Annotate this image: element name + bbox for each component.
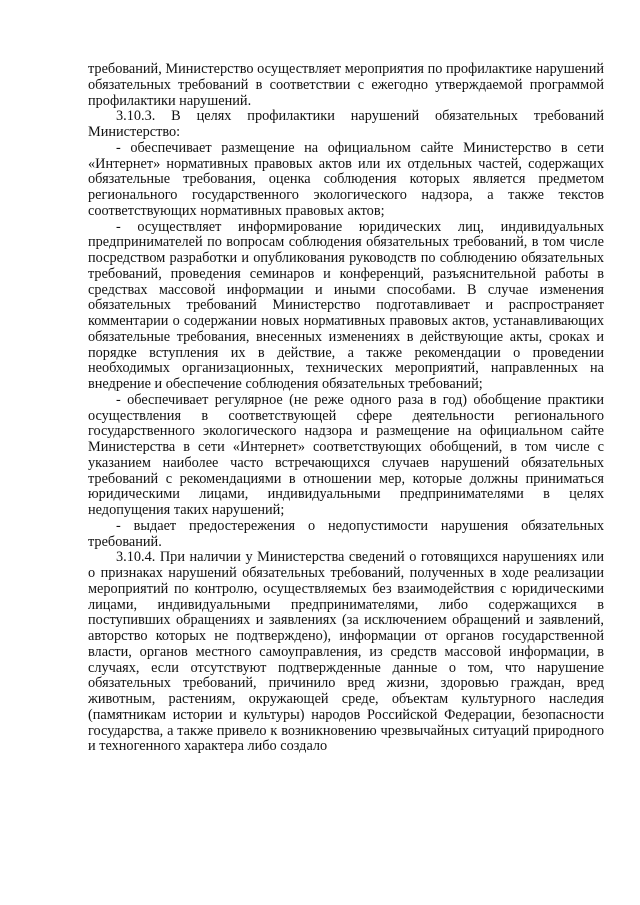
list-item-warnings: - выдает предостережения о недопустимости нарушения обязательных требований. [88,517,604,550]
list-item-informing: - осуществляет информирование юридических лиц, индивидуальных предпринимателей по вопросам соблюдения обязательных требований, в том числе посредством разработки и опубликования руководств по соблюдению обязательных требований, проведения семинаров и конференций, разъяснительной работы в средствах массовой информации и иными способами. В случае изменения обязательных требований Министерство подготавливает и распространяет комментарии о содержании новых нормативных правовых актов, устанавливающих обязательные требования, внесенных изменениях в действующие акты, сроках и порядке вступления их в действие, а также рекомендации о проведении необходимых организационных, технических мероприятий, направленных на внедрение и обеспечение соблюдения обязательных требований; [88,218,604,392]
list-item-generalization: - обеспечивает регулярное (не реже одного раза в год) обобщение практики осуществления в соответствующей сфере деятельности регионального государственного экологического надзора и размещение на официальном сайте Министерства в сети «Интернет» соответствующих обобщений, в том числе с указанием наиболее часто встречающихся случаев нарушений обязательных требований с рекомендациями в отношении мер, которые должны приниматься юридическими лицами, индивидуальными предпринимателями в целях недопущения таких нарушений; [88,391,604,518]
paragraph-continuation: требований, Министерство осуществляет мероприятия по профилактике нарушений обязательных требований в соответствии с ежегодно утверждаемой программой профилактики нарушений. [88,61,604,109]
document-page [88,62,604,755]
paragraph-3-10-3: 3.10.3. В целях профилактики нарушений обязательных требований Министерство: [88,108,604,140]
paragraph-3-10-4: 3.10.4. При наличии у Министерства сведений о готовящихся нарушениях или о признаках нарушений обязательных требований, полученных в ходе реализации мероприятий по контролю, осуществляемых без взаимодействия с юридическими лицами, индивидуальными предпринимателями, либо содержащихся в поступивших обращениях и заявлениях (за исключением обращений и заявлений, авторство которых не подтверждено), информации от органов государственной власти, органов местного самоуправления, из средств массовой информации, в случаях, если отсутствуют подтвержденные данные о том, что нарушение обязательных требований, причинило вред жизни, здоровью граждан, вред животным, растениям, окружающей среде, объектам культурного наследия (памятникам истории и культуры) народов Российской Федерации, безопасности государства, а также привело к возникновению чрезвычайных ситуаций природного и техногенного характера либо создало [88,549,604,755]
list-item-publishing: - обеспечивает размещение на официальном сайте Министерство в сети «Интернет» нормативных правовых актов или их отдельных частей, содержащих обязательные требования, оценка соблюдения которых является предметом регионального государственного экологического надзора, а также текстов соответствующих нормативных правовых актов; [88,139,604,219]
